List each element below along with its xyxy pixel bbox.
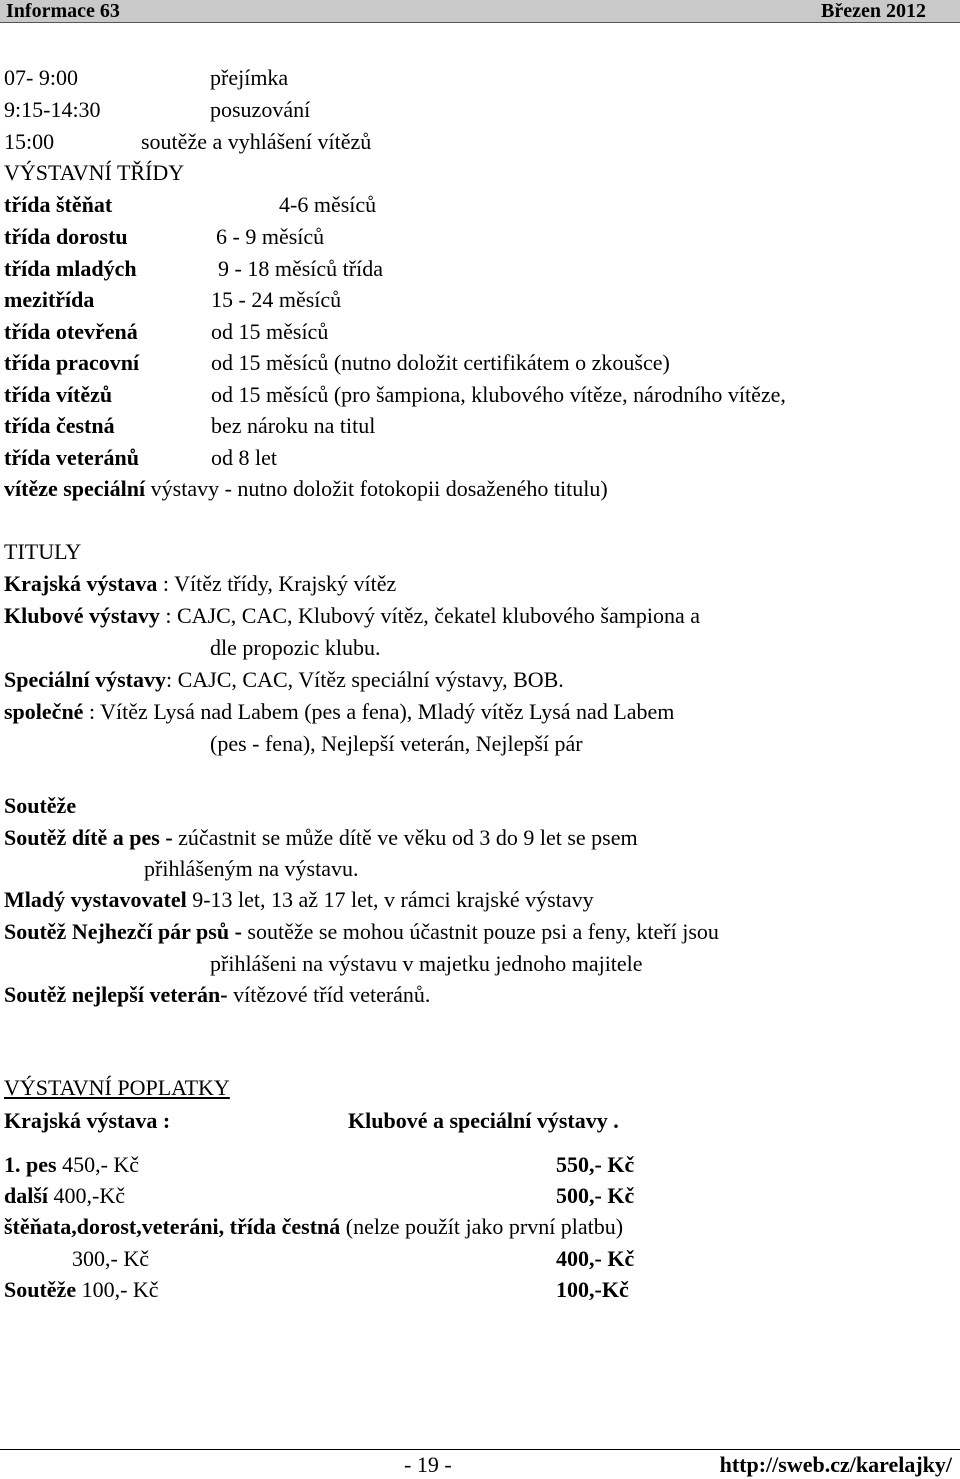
class-desc: 9 - 18 měsíců třída xyxy=(218,256,383,281)
competition-row xyxy=(4,919,719,945)
class-row xyxy=(4,192,377,218)
classes-note-bold: vítěze speciální xyxy=(4,476,146,501)
fee-club: 550,- Kč xyxy=(556,1152,635,1177)
competitions-heading: Soutěže xyxy=(4,793,77,818)
title-label: Krajská výstava xyxy=(4,571,158,596)
schedule-activity: soutěže a vyhlášení vítězů xyxy=(141,129,372,154)
fee-row xyxy=(4,1214,623,1240)
competition-cont: přihlášeni na výstavu v majetku jednoho majitele xyxy=(210,951,643,976)
title-sep: : xyxy=(165,667,178,692)
title-text: Vítěz Lysá nad Labem (pes a fena), Mladý vítěz Lysá nad Labem xyxy=(100,699,675,724)
footer-url: http://sweb.cz/karelajky/ xyxy=(719,1452,952,1477)
title-row xyxy=(4,603,700,629)
fees-col-club: Klubové a speciální výstavy . xyxy=(348,1108,619,1133)
title-sep: : xyxy=(157,571,175,596)
title-sep: : xyxy=(159,603,177,628)
competition-row xyxy=(4,825,638,851)
fees-heading: VÝSTAVNÍ POPLATKY xyxy=(4,1075,230,1100)
fee-regional: 300,- Kč xyxy=(72,1246,149,1271)
fee-label: Soutěže xyxy=(4,1277,77,1302)
issue-label: Informace 63 xyxy=(6,0,120,22)
fee-row xyxy=(4,1277,629,1303)
class-name: třída mladých xyxy=(4,256,137,281)
fee-row xyxy=(4,1183,635,1209)
class-row xyxy=(4,382,786,408)
class-desc: od 15 měsíců (pro šampiona, klubového vítěze, národního vítěze, xyxy=(211,382,786,407)
class-name: třída štěňat xyxy=(4,192,113,217)
page-footer xyxy=(0,1449,960,1479)
schedule-time: 07- 9:00 xyxy=(4,65,78,90)
class-desc: bez nároku na titul xyxy=(211,413,376,438)
fee-regional: 400,-Kč xyxy=(48,1183,126,1208)
schedule-row xyxy=(4,97,311,123)
title-label: Klubové výstavy xyxy=(4,603,160,628)
classes-note xyxy=(4,476,608,502)
title-text: CAJC, CAC, Klubový vítěz, čekatel klubového šampiona a xyxy=(176,603,701,628)
title-label: společné xyxy=(4,699,84,724)
titles-heading: TITULY xyxy=(4,539,82,564)
fees-col-regional: Krajská výstava : xyxy=(4,1108,171,1133)
competition-cont: přihlášeným na výstavu. xyxy=(144,856,359,881)
class-name: třída veteránů xyxy=(4,445,140,470)
footer-divider xyxy=(0,1449,960,1450)
title-text: CAJC, CAC, Vítěz speciální výstavy, BOB. xyxy=(177,667,564,692)
title-label: Speciální výstavy xyxy=(4,667,166,692)
class-row xyxy=(4,319,329,345)
fee-regional: 100,- Kč xyxy=(76,1277,159,1302)
class-row xyxy=(4,413,376,439)
class-name: třída otevřená xyxy=(4,319,138,344)
class-row xyxy=(4,224,325,250)
class-desc: 6 - 9 měsíců xyxy=(216,224,325,249)
competition-text: vítězové tříd veteránů. xyxy=(227,982,431,1007)
class-desc: 4-6 měsíců xyxy=(279,192,377,217)
title-cont: dle propozic klubu. xyxy=(210,635,381,660)
competition-label: Mladý vystavovatel xyxy=(4,887,187,912)
competition-label: Soutěž Nejhezčí pár psů - xyxy=(4,919,242,944)
fee-club: 100,-Kč xyxy=(556,1277,629,1302)
schedule-time: 15:00 xyxy=(4,129,55,154)
class-row xyxy=(4,350,670,376)
competition-label: Soutěž nejlepší veterán- xyxy=(4,982,228,1007)
schedule-row xyxy=(4,65,289,91)
class-name: třída vítězů xyxy=(4,382,113,407)
fees-col-header xyxy=(4,1108,619,1134)
fee-label: štěňata,dorost,veteráni, třída čestná xyxy=(4,1214,341,1239)
schedule-activity: posuzování xyxy=(210,97,311,122)
competition-text: zúčastnit se může dítě ve věku od 3 do 9 let se psem xyxy=(172,825,638,850)
class-name: třída dorostu xyxy=(4,224,128,249)
title-cont: (pes - fena), Nejlepší veterán, Nejlepší pár xyxy=(210,731,583,756)
issue-date: Březen 2012 xyxy=(821,0,926,22)
class-desc: 15 - 24 měsíců xyxy=(211,287,342,312)
title-row xyxy=(4,667,564,693)
fee-label: 1. pes xyxy=(4,1152,57,1177)
class-desc: od 15 měsíců (nutno doložit certifikátem o zkoušce) xyxy=(211,350,670,375)
class-name: třída pracovní xyxy=(4,350,140,375)
title-text: Vítěz třídy, Krajský vítěz xyxy=(174,571,397,596)
schedule-time: 9:15-14:30 xyxy=(4,97,101,122)
class-row xyxy=(4,445,277,471)
page-number: - 19 - xyxy=(404,1452,452,1477)
title-row xyxy=(4,571,396,597)
class-row xyxy=(4,287,342,313)
class-desc: od 8 let xyxy=(211,445,277,470)
competition-text: soutěže se mohou účastnit pouze psi a feny, kteří jsou xyxy=(241,919,719,944)
title-sep: : xyxy=(83,699,101,724)
competition-label: Soutěž dítě a pes - xyxy=(4,825,173,850)
competition-row xyxy=(4,982,430,1008)
class-row xyxy=(4,256,383,282)
class-name: třída čestná xyxy=(4,413,115,438)
schedule-activity: přejímka xyxy=(210,65,289,90)
fee-label: další xyxy=(4,1183,49,1208)
fee-row xyxy=(4,1152,635,1178)
classes-heading: VÝSTAVNÍ TŘÍDY xyxy=(4,160,185,185)
class-name: mezitřída xyxy=(4,287,95,312)
competition-row xyxy=(4,887,594,913)
fee-regional: (nelze použít jako první platbu) xyxy=(340,1214,624,1239)
classes-note-text: výstavy - nutno doložit fotokopii dosaženého titulu) xyxy=(150,476,608,501)
competition-text: 9-13 let, 13 až 17 let, v rámci krajské výstavy xyxy=(186,887,594,912)
fee-regional: 450,- Kč xyxy=(56,1152,140,1177)
fee-club: 500,- Kč xyxy=(556,1183,635,1208)
fee-club: 400,- Kč xyxy=(556,1246,635,1271)
schedule-row xyxy=(4,129,372,155)
class-desc: od 15 měsíců xyxy=(211,319,329,344)
page-header xyxy=(0,0,960,23)
title-row xyxy=(4,699,674,725)
